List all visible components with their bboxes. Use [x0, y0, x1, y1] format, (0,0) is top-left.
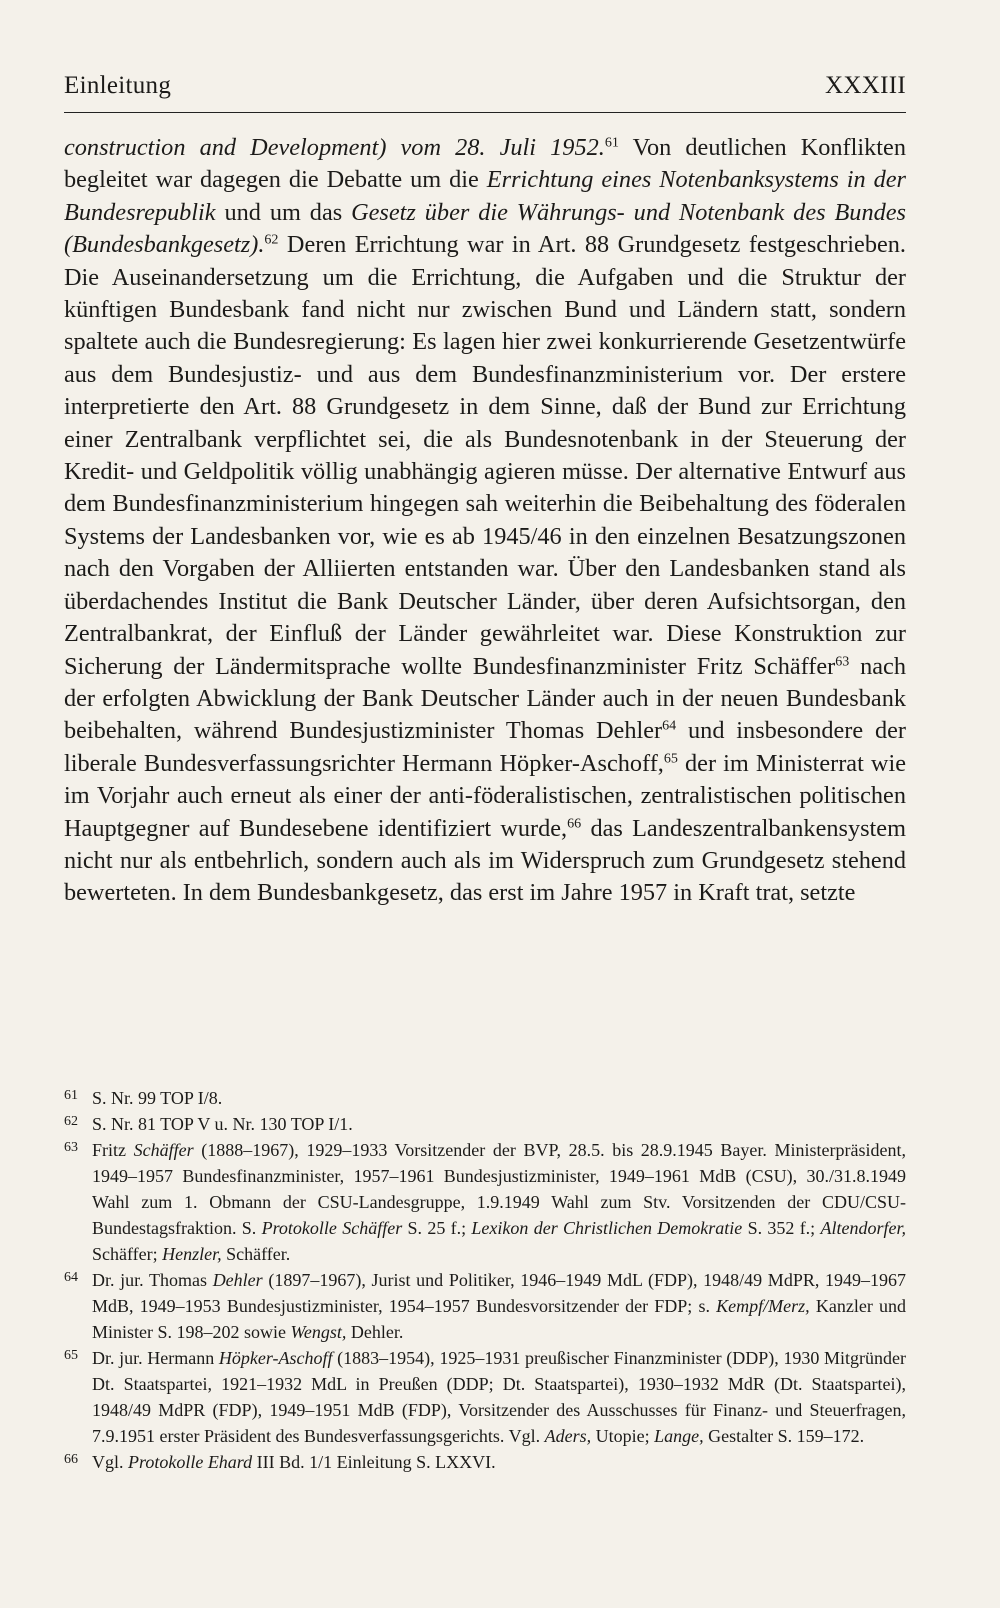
footnote-63	[64, 1137, 906, 1267]
footnote-italic: Kempf/Merz,	[716, 1296, 810, 1316]
footnote-64	[64, 1267, 906, 1345]
footnote-italic: Dehler	[212, 1270, 263, 1290]
footnote-61	[64, 1085, 906, 1111]
italic-text: Gesetz über die Währungs- und Notenbank des Bundes (Bundesbankgesetz).	[64, 198, 906, 259]
footnote-text	[92, 1449, 906, 1475]
body-text-segment: und um das	[215, 198, 352, 226]
body-paragraph	[64, 132, 906, 910]
footnote-text	[92, 1345, 906, 1449]
footnote-ref-62[interactable]: 62	[264, 231, 279, 248]
footnote-italic: Wengst,	[290, 1322, 347, 1342]
footnote-66	[64, 1449, 906, 1475]
main-text	[64, 132, 906, 910]
footnote-segment: (1897–1967), Jurist und Politiker, 1946–1949 MdL (FDP), 1948/49 MdPR, 1949–1967 MdB, 1949–1953 Bundesjustizminister, 1954–1957 Bundesvorsitzender der FDP; s.	[92, 1270, 907, 1316]
footnote-text: S. Nr. 81 TOP V u. Nr. 130 TOP I/1.	[92, 1114, 353, 1134]
footnote-segment: Dr. jur. Hermann	[92, 1348, 219, 1368]
body-text-segment: nach der erfolgten Abwicklung der Bank Deutscher Länder auch in der neuen Bundesbank beibehalten, während Bundesjustizminister Thomas Dehler	[64, 652, 906, 745]
footnote-number: 63	[64, 1140, 78, 1155]
footnote-text: S. Nr. 99 TOP I/8.	[92, 1088, 223, 1108]
italic-text: Errichtung eines Notenbanksystems in der Bundesrepublik	[64, 166, 907, 226]
footnote-number: 61	[64, 1088, 78, 1103]
footnote-italic: Lexikon der Christlichen Demokratie	[471, 1218, 743, 1238]
footnote-number: 64	[64, 1270, 78, 1285]
footnote-italic: Henzler,	[162, 1244, 222, 1264]
footnote-segment: Utopie;	[591, 1426, 655, 1446]
footnote-segment: Vgl.	[92, 1452, 128, 1472]
body-text-segment: der im Ministerrat wie im Vorjahr auch erneut als einer der anti-föderalistischen, zentralistischen politischen Hauptgegner auf Bundesebene identifiziert wurde,	[64, 749, 906, 842]
footnote-number: 62	[64, 1114, 78, 1129]
footnote-ref-63[interactable]: 63	[835, 652, 850, 669]
footnote-segment: Gestalter S. 159–172.	[703, 1426, 865, 1446]
running-head-section: Einleitung	[64, 72, 172, 99]
body-text-segment: und insbesondere der liberale Bundesverfassungsrichter Hermann Höpker-Aschoff,	[64, 717, 906, 777]
footnote-segment: Dehler.	[346, 1322, 404, 1342]
footnote-segment: (1883–1954), 1925–1931 preußischer Finanzminister (DDP), 1930 Mitgründer Dt. Staatspartei, 1921–1932 MdL in Preußen (DDP; Dt. Staatspartei), 1930–1932 MdR (Dt. Staatspartei), 1948/49 MdPR (FDP), 1949–1951 MdB (FDP), Vorsitzender des Ausschusses für Finanz- und Steuerfragen, 7.9.1951 erster Präsident des Bundesverfassungsgerichts. Vgl.	[92, 1348, 906, 1446]
footnote-text	[92, 1137, 906, 1267]
footnote-italic: Schäffer	[133, 1140, 194, 1160]
footnote-62	[64, 1111, 906, 1137]
header-rule	[64, 112, 906, 113]
footnote-segment: Kanzler und Minister S. 198–202 sowie	[92, 1296, 906, 1342]
footnote-italic: Altendorfer,	[820, 1218, 906, 1238]
footnote-segment: Schäffer.	[221, 1244, 291, 1264]
footnote-number: 66	[64, 1452, 78, 1467]
footnote-segment: Schäffer;	[92, 1244, 163, 1264]
running-head	[64, 72, 906, 100]
footnote-italic: Protokolle Ehard	[128, 1452, 253, 1472]
footnote-segment: S. 352 f.;	[742, 1218, 821, 1238]
footnotes	[64, 1085, 906, 1475]
footnote-italic: Protokolle Schäffer	[261, 1218, 403, 1238]
page-number: XXXIII	[825, 72, 906, 99]
footnote-segment: III Bd. 1/1 Einleitung S. LXXVI.	[252, 1452, 496, 1472]
footnote-ref-66[interactable]: 66	[567, 814, 582, 831]
italic-text: construction and Development) vom 28. Juli 1952.	[64, 134, 605, 161]
footnote-italic: Höpker-Aschoff	[218, 1348, 333, 1368]
footnote-italic: Aders,	[544, 1426, 592, 1446]
footnote-ref-61[interactable]: 61	[604, 134, 619, 151]
footnote-ref-65[interactable]: 65	[663, 749, 678, 766]
body-text-segment: das Landeszentralbankensystem nicht nur als entbehrlich, sondern auch als im Widerspruch zum Grundgesetz stehend bewerteten. In dem Bundesbankgesetz, das erst im Jahre 1957 in Kraft trat, setzte	[64, 814, 906, 907]
footnote-segment: (1888–1967), 1929–1933 Vorsitzender der BVP, 28.5. bis 28.9.1945 Bayer. Ministerpräsident, 1949–1957 Bundesfinanzminister, 1957–1961 Bundesjustizminister, 1949–1961 MdB (CSU), 30./31.8.1949 Wahl zum 1. Obmann der CSU-Landesgruppe, 1.9.1949 Wahl zum Stv. Vorsitzenden der CDU/CSU-Bundestagsfraktion. S.	[92, 1140, 906, 1238]
footnote-number: 65	[64, 1348, 78, 1363]
footnote-ref-64[interactable]: 64	[662, 717, 677, 734]
footnote-65	[64, 1345, 906, 1449]
body-text-segment: Deren Errichtung war in Art. 88 Grundgesetz festgeschrieben. Die Auseinandersetzung um die Errichtung, die Aufgaben und die Struktur der künftigen Bundesbank fand nicht nur zwischen Bund und Ländern statt, sondern spaltete auch die Bundesregierung: Es lagen hier zwei konkurrierende Gesetzentwürfe aus dem Bundesjustiz- und aus dem Bundesfinanzministerium vor. Der erstere interpretierte den Art. 88 Grundgesetz in dem Sinne, daß der Bund zur Errichtung einer Zentralbank verpflichtet sei, die als Bundesnotenbank in der Steuerung der Kredit- und Geldpolitik völlig unabhängig agieren müsse. Der alternative Entwurf aus dem Bundesfinanzministerium hingegen sah weiterhin die Beibehaltung des föderalen Systems der Landesbanken vor, wie es ab 1945/46 in den einzelnen Besatzungszonen nach den Vorgaben der Alliierten entstanden war. Über den Landesbanken stand als überdachendes Institut die Bank Deutscher Länder, über deren Aufsichtsorgan, den Zentralbankrat, der Einfluß der Länder gewährleitet war. Diese Konstruktion zur Sicherung der Ländermitsprache wollte Bundesfinanzminister Fritz Schäffer	[64, 231, 906, 680]
footnote-segment: S. 25 f.;	[402, 1218, 472, 1238]
footnote-italic: Lange,	[654, 1426, 704, 1446]
footnote-text	[92, 1267, 906, 1345]
body-text-segment: Von deutlichen Konflikten begleitet war dagegen die Debatte um die	[64, 134, 906, 194]
footnote-segment: Fritz	[92, 1140, 134, 1160]
footnote-segment: Dr. jur. Thomas	[92, 1270, 213, 1290]
